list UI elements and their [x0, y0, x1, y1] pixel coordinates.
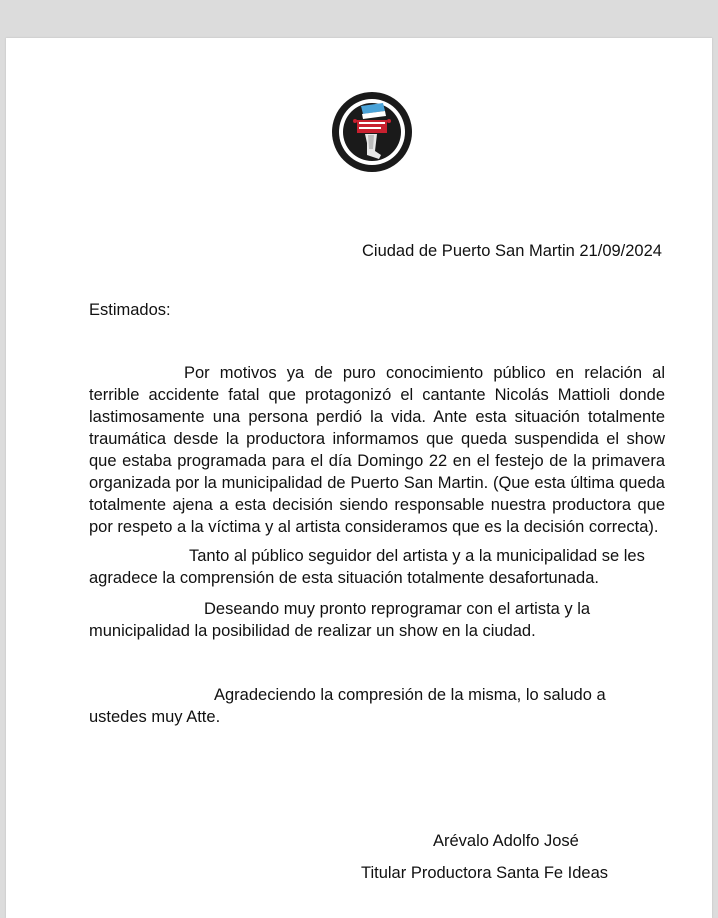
- signature-name: Arévalo Adolfo José: [433, 832, 579, 850]
- paragraph-2: Tanto al público seguidor del artista y a la municipalidad se les agradece la comprensión de esta situación totalmente desafortunada.: [89, 547, 645, 587]
- signature-title: Titular Productora Santa Fe Ideas: [361, 864, 609, 882]
- date-line: Ciudad de Puerto San Martin 21/09/2024: [362, 242, 662, 260]
- paragraph-4: Agradeciendo la compresión de la misma, lo saludo a ustedes muy Atte.: [89, 686, 606, 726]
- paragraph-3: Deseando muy pronto reprogramar con el artista y la municipalidad la posibilidad de realizar un show en la ciudad.: [89, 600, 591, 640]
- paragraph-1: Por motivos ya de puro conocimiento público en relación al terrible accidente fatal que protagonizó el cantante Nicolás Mattioli donde lastimosamente una persona perdió la vida. Ante esta situación totalmente traumática desde la productora informamos que queda suspendida el show que estaba programada para el día Domingo 22 en el festejo de la primavera organizada por la municipalidad de Puerto San Martin. (Que esta última queda totalmente ajena a esta decisión siendo responsable nuestra productora que por respeto a la víctima y al artista consideramos que es la decisión correcta).: [89, 364, 665, 536]
- emblem-logo-icon: [331, 91, 413, 173]
- greeting: Estimados:: [89, 301, 171, 319]
